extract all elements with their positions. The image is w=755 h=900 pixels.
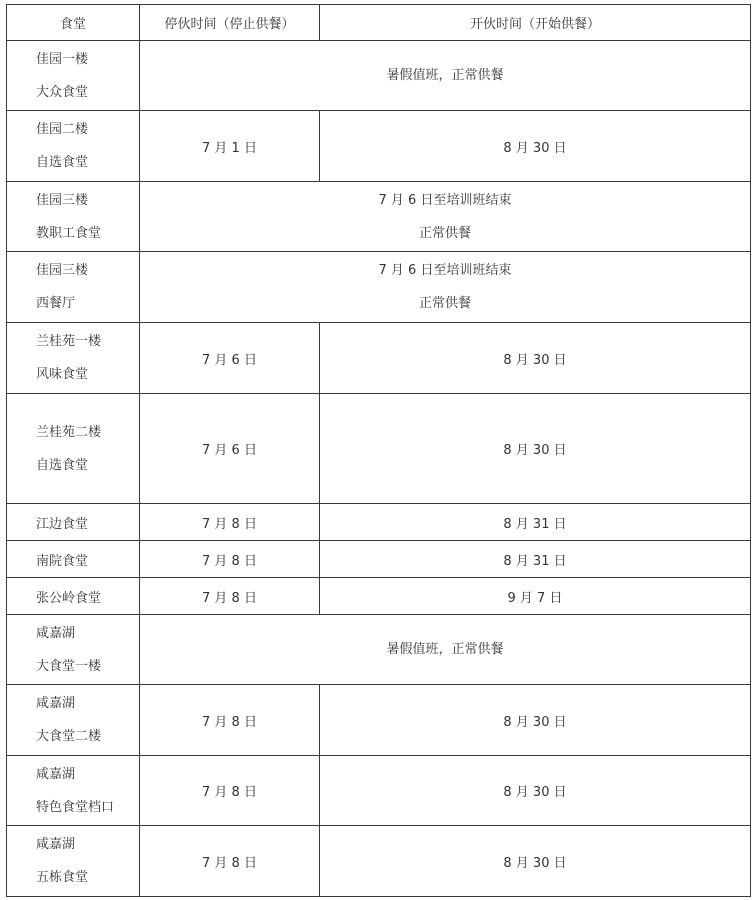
start-date: 8 月 30 日	[320, 756, 751, 826]
canteen-name-line: 佳园一楼	[36, 51, 89, 67]
header-stop-time: 停伙时间（停止供餐）	[140, 5, 320, 41]
stop-date: 7 月 8 日	[140, 756, 320, 826]
canteen-name-line: 自选食堂	[36, 457, 89, 473]
canteen-name-line: 佳园三楼	[36, 263, 89, 278]
canteen-name-line: 咸嘉湖	[36, 696, 76, 711]
status-line: 7 月 6 日至培训班结束	[378, 192, 512, 208]
table-row	[7, 111, 751, 182]
canteen-name: 江边食堂	[7, 504, 140, 541]
status-line: 7 月 6 日至培训班结束	[378, 263, 512, 278]
status-line: 正常供餐	[418, 296, 471, 311]
canteen-name-line: 五栋食堂	[36, 870, 89, 885]
table-header-row	[7, 5, 751, 41]
start-date: 8 月 31 日	[320, 504, 751, 541]
canteen-name	[7, 615, 140, 685]
canteen-name	[7, 394, 140, 504]
canteen-name-line: 风味食堂	[36, 367, 89, 382]
stop-date: 7 月 6 日	[140, 394, 320, 504]
stop-date: 7 月 8 日	[140, 541, 320, 578]
canteen-name-line: 咸嘉湖	[36, 766, 76, 782]
table-row	[7, 685, 751, 756]
stop-date: 7 月 1 日	[140, 111, 320, 182]
stop-date: 7 月 8 日	[140, 685, 320, 756]
status-line: 暑假值班，正常供餐	[386, 642, 504, 657]
header-start-time: 开伙时间（开始供餐）	[320, 5, 751, 41]
table-row	[7, 615, 751, 685]
table-row	[7, 541, 751, 578]
canteen-name-line: 咸嘉湖	[36, 837, 76, 852]
table-row	[7, 826, 751, 897]
canteen-name-line: 佳园三楼	[36, 192, 89, 208]
table-row	[7, 323, 751, 394]
canteen-name: 南院食堂	[7, 541, 140, 578]
canteen-name-line: 大食堂二楼	[36, 729, 102, 744]
canteen-name-line: 自选食堂	[36, 155, 89, 170]
start-date: 8 月 30 日	[320, 323, 751, 394]
table-row	[7, 756, 751, 826]
canteen-name-line: 兰桂苑二楼	[36, 424, 102, 440]
start-date: 9 月 7 日	[320, 578, 751, 615]
canteen-name-line: 咸嘉湖	[36, 625, 76, 641]
canteen-name	[7, 685, 140, 756]
canteen-name: 张公岭食堂	[7, 578, 140, 615]
stop-date: 7 月 8 日	[140, 826, 320, 897]
merged-status	[140, 182, 751, 252]
status-line: 正常供餐	[418, 225, 471, 241]
canteen-name	[7, 182, 140, 252]
canteen-name-line: 大食堂一楼	[36, 658, 102, 674]
merged-status	[140, 615, 751, 685]
canteen-name-line: 特色食堂档口	[36, 799, 115, 815]
table-row	[7, 394, 751, 504]
table-row	[7, 252, 751, 323]
canteen-name	[7, 41, 140, 111]
stop-date: 7 月 8 日	[140, 504, 320, 541]
canteen-name	[7, 323, 140, 394]
canteen-name	[7, 826, 140, 897]
canteen-name	[7, 756, 140, 826]
canteen-name	[7, 252, 140, 323]
canteen-name-line: 兰桂苑一楼	[36, 334, 102, 349]
start-date: 8 月 30 日	[320, 394, 751, 504]
table-row	[7, 504, 751, 541]
header-canteen: 食堂	[7, 5, 140, 41]
canteen-name-line: 西餐厅	[36, 296, 76, 311]
canteen-name-line: 教职工食堂	[36, 225, 102, 241]
canteen-schedule-table	[6, 4, 751, 897]
status-line: 暑假值班，正常供餐	[386, 68, 504, 83]
merged-status	[140, 41, 751, 111]
start-date: 8 月 30 日	[320, 826, 751, 897]
start-date: 8 月 30 日	[320, 685, 751, 756]
table-row	[7, 578, 751, 615]
start-date: 8 月 30 日	[320, 111, 751, 182]
start-date: 8 月 31 日	[320, 541, 751, 578]
stop-date: 7 月 8 日	[140, 578, 320, 615]
canteen-name	[7, 111, 140, 182]
table-row	[7, 182, 751, 252]
canteen-name-line: 大众食堂	[36, 84, 89, 100]
merged-status	[140, 252, 751, 323]
table-row	[7, 41, 751, 111]
canteen-name-line: 佳园二楼	[36, 122, 89, 137]
stop-date: 7 月 6 日	[140, 323, 320, 394]
